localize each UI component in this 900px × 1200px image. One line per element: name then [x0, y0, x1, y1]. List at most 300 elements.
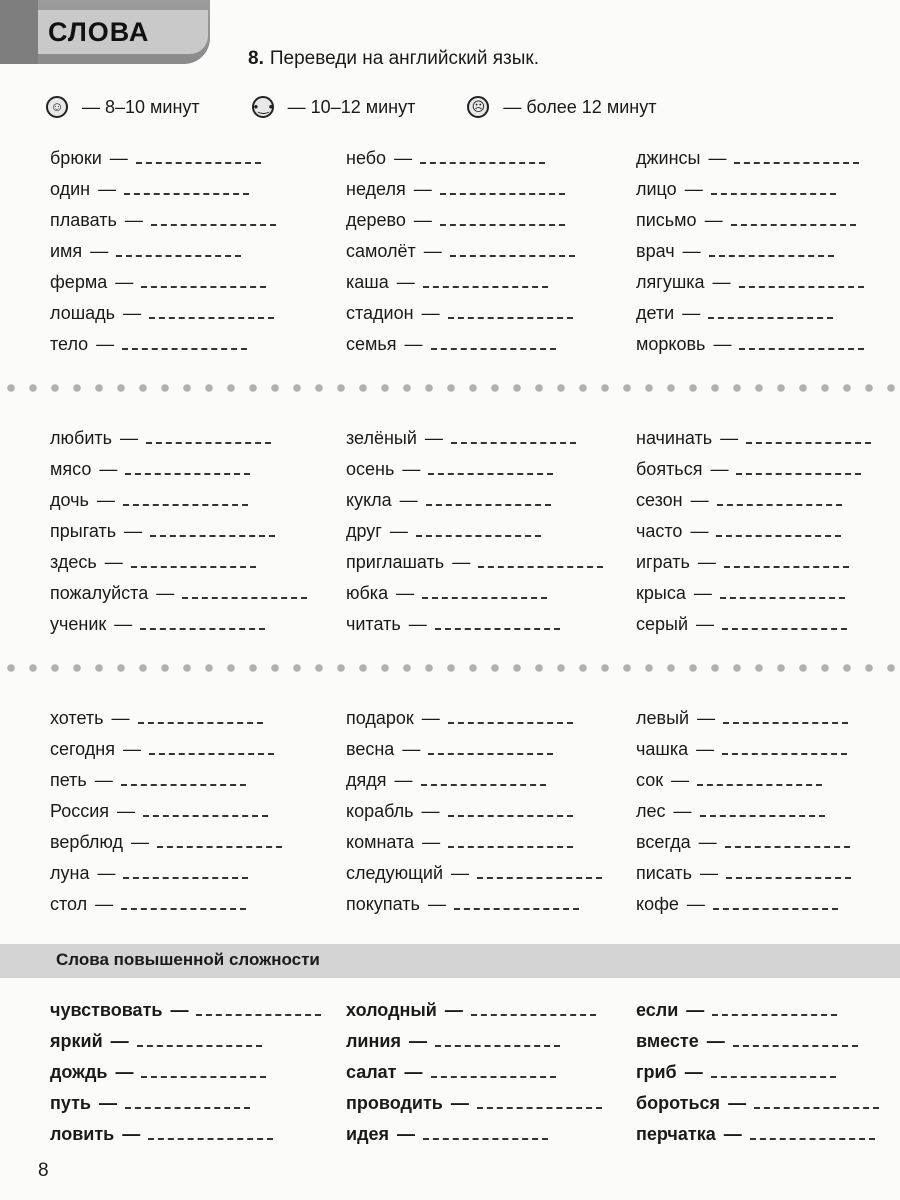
- answer-blank[interactable]: [739, 348, 864, 350]
- answer-blank[interactable]: [141, 286, 266, 288]
- russian-word: семья: [346, 334, 397, 354]
- dash-separator: —: [394, 770, 413, 790]
- word-row: [636, 765, 822, 791]
- timing-fast-text: — 8–10 минут: [82, 96, 200, 117]
- tab-strip: [0, 0, 38, 64]
- russian-word: корабль: [346, 801, 414, 821]
- answer-blank[interactable]: [141, 1076, 266, 1078]
- word-row: [50, 143, 261, 169]
- answer-blank[interactable]: [750, 1138, 875, 1140]
- word-row: [636, 734, 847, 760]
- russian-word: сегодня: [50, 739, 115, 759]
- dash-separator: —: [156, 583, 175, 603]
- dash-separator: —: [450, 1093, 469, 1113]
- word-row: [636, 1119, 875, 1145]
- russian-word: дядя: [346, 770, 387, 790]
- word-row: [50, 329, 247, 355]
- answer-blank[interactable]: [726, 877, 851, 879]
- word-row: [50, 796, 268, 822]
- russian-word: серый: [636, 614, 689, 634]
- answer-blank[interactable]: [150, 535, 275, 537]
- answer-blank[interactable]: [477, 1107, 602, 1109]
- word-row: [346, 1088, 602, 1114]
- word-row: [50, 454, 250, 480]
- russian-word: прыгать: [50, 521, 117, 541]
- answer-blank[interactable]: [713, 908, 838, 910]
- word-row: [636, 174, 836, 200]
- dash-separator: —: [109, 148, 128, 168]
- dash-separator: —: [96, 490, 115, 510]
- answer-blank[interactable]: [431, 348, 556, 350]
- word-row: [346, 765, 546, 791]
- dash-separator: —: [696, 614, 715, 634]
- russian-word: тело: [50, 334, 89, 354]
- russian-word: здесь: [50, 552, 97, 572]
- word-row: [346, 1057, 556, 1083]
- answer-blank[interactable]: [478, 566, 603, 568]
- word-row: [346, 423, 576, 449]
- dash-separator: —: [131, 832, 149, 852]
- dash-separator: —: [422, 832, 441, 852]
- word-row: [636, 423, 871, 449]
- answer-blank[interactable]: [196, 1014, 321, 1016]
- answer-blank[interactable]: [124, 193, 249, 195]
- russian-word: сезон: [636, 490, 683, 510]
- happy-face-icon: ☺: [46, 96, 68, 118]
- russian-word: один: [50, 179, 91, 199]
- answer-blank[interactable]: [709, 255, 834, 257]
- answer-blank[interactable]: [148, 1138, 273, 1140]
- answer-blank[interactable]: [754, 1107, 879, 1109]
- answer-blank[interactable]: [440, 224, 565, 226]
- dash-separator: —: [97, 863, 116, 883]
- answer-blank[interactable]: [138, 722, 263, 724]
- dash-separator: —: [397, 1124, 416, 1144]
- answer-blank[interactable]: [123, 877, 248, 879]
- answer-blank[interactable]: [720, 597, 845, 599]
- word-row: [346, 485, 551, 511]
- answer-blank[interactable]: [722, 628, 847, 630]
- russian-word: всегда: [636, 832, 691, 852]
- answer-blank[interactable]: [428, 753, 553, 755]
- answer-blank[interactable]: [146, 442, 271, 444]
- dash-separator: —: [104, 552, 123, 572]
- answer-blank[interactable]: [435, 628, 560, 630]
- answer-blank[interactable]: [722, 753, 847, 755]
- dash-separator: —: [120, 428, 138, 448]
- russian-word: идея: [346, 1124, 390, 1144]
- word-row: [50, 547, 256, 573]
- answer-blank[interactable]: [116, 255, 241, 257]
- word-row: [636, 236, 834, 262]
- russian-word: следующий: [346, 863, 444, 883]
- russian-word: бороться: [636, 1093, 721, 1113]
- dash-separator: —: [710, 459, 729, 479]
- russian-word: любить: [50, 428, 112, 448]
- timing-slow-text: — более 12 минут: [503, 96, 657, 117]
- russian-word: хотеть: [50, 708, 104, 728]
- word-row: [346, 329, 556, 355]
- russian-word: путь: [50, 1093, 91, 1113]
- dash-separator: —: [713, 334, 732, 354]
- answer-blank[interactable]: [157, 846, 282, 848]
- word-row: [636, 827, 850, 853]
- answer-blank[interactable]: [448, 846, 573, 848]
- word-row: [346, 298, 573, 324]
- dash-separator: —: [90, 241, 109, 261]
- answer-blank[interactable]: [143, 815, 268, 817]
- dash-separator: —: [98, 1093, 117, 1113]
- russian-word: осень: [346, 459, 395, 479]
- answer-blank[interactable]: [421, 784, 546, 786]
- dash-separator: —: [402, 739, 421, 759]
- word-row: [346, 796, 573, 822]
- word-row: [50, 516, 275, 542]
- word-row: [636, 995, 837, 1021]
- answer-blank[interactable]: [151, 224, 276, 226]
- answer-blank[interactable]: [431, 1076, 556, 1078]
- dash-separator: —: [684, 179, 703, 199]
- answer-blank[interactable]: [131, 566, 256, 568]
- answer-blank[interactable]: [428, 473, 553, 475]
- answer-blank[interactable]: [149, 753, 274, 755]
- dash-separator: —: [423, 241, 442, 261]
- word-row: [346, 516, 541, 542]
- dash-separator: —: [424, 428, 443, 448]
- word-row: [346, 267, 548, 293]
- answer-blank[interactable]: [471, 1014, 596, 1016]
- russian-word: дождь: [50, 1062, 108, 1082]
- word-row: [346, 578, 547, 604]
- answer-blank[interactable]: [712, 1014, 837, 1016]
- dash-separator: —: [115, 272, 134, 292]
- russian-word: верблюд: [50, 832, 123, 852]
- answer-blank[interactable]: [725, 846, 850, 848]
- russian-word: проводить: [346, 1093, 443, 1113]
- russian-word: дерево: [346, 210, 406, 230]
- word-row: [50, 995, 321, 1021]
- dash-separator: —: [686, 1000, 705, 1020]
- dash-separator: —: [124, 210, 143, 230]
- dash-separator: —: [396, 272, 415, 292]
- dotted-divider: [0, 382, 900, 394]
- answer-blank[interactable]: [440, 193, 565, 195]
- word-row: [636, 143, 859, 169]
- word-row: [636, 454, 861, 480]
- russian-word: самолёт: [346, 241, 416, 261]
- word-row: [636, 1057, 836, 1083]
- word-row: [636, 267, 864, 293]
- task-instruction: Переведи на английский язык.: [269, 48, 540, 69]
- word-row: [636, 298, 833, 324]
- russian-word: холодный: [346, 1000, 437, 1020]
- word-row: [50, 205, 276, 231]
- russian-word: плавать: [50, 210, 117, 230]
- russian-word: лошадь: [50, 303, 116, 323]
- russian-word: сок: [636, 770, 664, 790]
- russian-word: джинсы: [636, 148, 701, 168]
- dash-separator: —: [98, 179, 117, 199]
- answer-blank[interactable]: [121, 784, 246, 786]
- dash-separator: —: [708, 148, 727, 168]
- timing-medium-text: — 10–12 минут: [287, 96, 416, 117]
- answer-blank[interactable]: [716, 535, 841, 537]
- word-row: [50, 858, 248, 884]
- word-row: [636, 703, 848, 729]
- word-row: [346, 205, 565, 231]
- russian-word: брюки: [50, 148, 102, 168]
- dash-separator: —: [408, 614, 427, 634]
- russian-word: играть: [636, 552, 690, 572]
- word-row: [346, 734, 553, 760]
- dash-separator: —: [427, 894, 446, 914]
- word-row: [50, 827, 282, 853]
- dash-separator: —: [682, 241, 701, 261]
- answer-blank[interactable]: [140, 628, 265, 630]
- answer-blank[interactable]: [149, 317, 274, 319]
- dash-separator: —: [399, 490, 418, 510]
- russian-word: ферма: [50, 272, 108, 292]
- russian-word: чашка: [636, 739, 689, 759]
- word-row: [636, 516, 841, 542]
- dash-separator: —: [452, 552, 471, 572]
- answer-blank[interactable]: [451, 442, 576, 444]
- answer-blank[interactable]: [708, 317, 833, 319]
- russian-word: друг: [346, 521, 382, 541]
- russian-word: кукла: [346, 490, 392, 510]
- russian-word: покупать: [346, 894, 420, 914]
- dash-separator: —: [122, 1124, 141, 1144]
- word-row: [346, 995, 596, 1021]
- task-number: 8.: [248, 48, 264, 69]
- dash-separator: —: [404, 334, 423, 354]
- word-row: [346, 454, 553, 480]
- dash-separator: —: [396, 583, 415, 603]
- answer-blank[interactable]: [697, 784, 822, 786]
- answer-blank[interactable]: [731, 224, 856, 226]
- word-row: [346, 1119, 548, 1145]
- answer-blank[interactable]: [477, 877, 602, 879]
- dash-separator: —: [110, 1031, 129, 1051]
- word-row: [50, 1119, 273, 1145]
- russian-word: крыса: [636, 583, 686, 603]
- dash-separator: —: [706, 1031, 725, 1051]
- dash-separator: —: [704, 210, 723, 230]
- russian-word: Россия: [50, 801, 110, 821]
- answer-blank[interactable]: [454, 908, 579, 910]
- answer-blank[interactable]: [746, 442, 871, 444]
- answer-blank[interactable]: [422, 597, 547, 599]
- russian-word: имя: [50, 241, 83, 261]
- answer-blank[interactable]: [733, 1045, 858, 1047]
- dash-separator: —: [696, 739, 715, 759]
- dash-separator: —: [421, 303, 440, 323]
- dash-separator: —: [99, 459, 118, 479]
- dash-separator: —: [671, 770, 690, 790]
- answer-blank[interactable]: [123, 504, 248, 506]
- dash-separator: —: [673, 801, 692, 821]
- word-row: [346, 547, 603, 573]
- dash-separator: —: [690, 490, 709, 510]
- dash-separator: —: [697, 552, 716, 572]
- answer-blank[interactable]: [435, 1045, 560, 1047]
- dash-separator: —: [123, 303, 142, 323]
- russian-word: начинать: [636, 428, 713, 448]
- russian-word: морковь: [636, 334, 706, 354]
- dash-separator: —: [421, 801, 440, 821]
- answer-blank[interactable]: [711, 193, 836, 195]
- answer-blank[interactable]: [717, 504, 842, 506]
- word-row: [636, 1088, 879, 1114]
- dash-separator: —: [697, 708, 716, 728]
- answer-blank[interactable]: [448, 317, 573, 319]
- answer-blank[interactable]: [736, 473, 861, 475]
- dash-separator: —: [389, 521, 408, 541]
- word-row: [636, 796, 825, 822]
- russian-word: гриб: [636, 1062, 677, 1082]
- word-row: [346, 889, 579, 915]
- russian-word: комната: [346, 832, 415, 852]
- dash-separator: —: [686, 894, 705, 914]
- dash-separator: —: [115, 1062, 134, 1082]
- word-row: [636, 329, 864, 355]
- timing-legend: [46, 93, 846, 121]
- word-row: [50, 765, 246, 791]
- russian-word: линия: [346, 1031, 401, 1051]
- task-title: [248, 48, 539, 70]
- answer-blank[interactable]: [423, 1138, 548, 1140]
- answer-blank[interactable]: [723, 722, 848, 724]
- answer-blank[interactable]: [420, 162, 545, 164]
- word-row: [50, 703, 263, 729]
- answer-blank[interactable]: [448, 815, 573, 817]
- answer-blank[interactable]: [711, 1076, 836, 1078]
- dash-separator: —: [96, 334, 115, 354]
- dash-separator: —: [698, 832, 717, 852]
- dash-separator: —: [413, 179, 432, 199]
- russian-word: юбка: [346, 583, 389, 603]
- dash-separator: —: [684, 1062, 703, 1082]
- dash-separator: —: [720, 428, 739, 448]
- dotted-divider: [0, 662, 900, 674]
- dash-separator: —: [444, 1000, 463, 1020]
- answer-blank[interactable]: [739, 286, 864, 288]
- neutral-face-icon: •‿•: [252, 96, 274, 118]
- dash-separator: —: [94, 770, 113, 790]
- russian-word: яркий: [50, 1031, 103, 1051]
- russian-word: перчатка: [636, 1124, 716, 1144]
- answer-blank[interactable]: [182, 597, 307, 599]
- dash-separator: —: [451, 863, 470, 883]
- timing-slow: [467, 96, 656, 118]
- page-number: 8: [38, 1160, 49, 1181]
- dash-separator: —: [413, 210, 432, 230]
- word-row: [50, 485, 248, 511]
- section-tab: [0, 0, 210, 64]
- word-row: [636, 578, 845, 604]
- russian-word: лицо: [636, 179, 677, 199]
- word-row: [50, 1026, 262, 1052]
- russian-word: каша: [346, 272, 389, 292]
- dash-separator: —: [690, 521, 709, 541]
- russian-word: дети: [636, 303, 675, 323]
- dash-separator: —: [682, 303, 701, 323]
- russian-word: письмо: [636, 210, 697, 230]
- russian-word: пожалуйста: [50, 583, 149, 603]
- answer-blank[interactable]: [125, 473, 250, 475]
- russian-word: читать: [346, 614, 401, 634]
- answer-blank[interactable]: [450, 255, 575, 257]
- dash-separator: —: [111, 708, 130, 728]
- timing-fast: [46, 96, 200, 118]
- word-row: [346, 1026, 560, 1052]
- dash-separator: —: [170, 1000, 189, 1020]
- dash-separator: —: [404, 1062, 423, 1082]
- russian-word: ловить: [50, 1124, 115, 1144]
- russian-word: левый: [636, 708, 690, 728]
- russian-word: зелёный: [346, 428, 417, 448]
- answer-blank[interactable]: [121, 908, 246, 910]
- russian-word: салат: [346, 1062, 397, 1082]
- word-row: [50, 1088, 250, 1114]
- dash-separator: —: [95, 894, 114, 914]
- answer-blank[interactable]: [125, 1107, 250, 1109]
- word-row: [636, 205, 856, 231]
- word-row: [346, 609, 560, 635]
- answer-blank[interactable]: [426, 504, 551, 506]
- answer-blank[interactable]: [137, 1045, 262, 1047]
- russian-word: лягушка: [636, 272, 705, 292]
- answer-blank[interactable]: [416, 535, 541, 537]
- word-row: [636, 889, 838, 915]
- word-row: [50, 298, 274, 324]
- answer-blank[interactable]: [423, 286, 548, 288]
- russian-word: луна: [50, 863, 90, 883]
- answer-blank[interactable]: [734, 162, 859, 164]
- word-row: [636, 858, 851, 884]
- word-row: [636, 547, 849, 573]
- russian-word: вместе: [636, 1031, 699, 1051]
- russian-word: чувствовать: [50, 1000, 163, 1020]
- russian-word: весна: [346, 739, 395, 759]
- russian-word: лес: [636, 801, 666, 821]
- russian-word: врач: [636, 241, 675, 261]
- word-row: [346, 143, 545, 169]
- dash-separator: —: [723, 1124, 742, 1144]
- answer-blank[interactable]: [136, 162, 261, 164]
- dash-separator: —: [700, 863, 719, 883]
- answer-blank[interactable]: [700, 815, 825, 817]
- word-row: [346, 858, 602, 884]
- dash-separator: —: [693, 583, 712, 603]
- russian-word: петь: [50, 770, 87, 790]
- dash-separator: —: [117, 801, 136, 821]
- word-row: [50, 174, 249, 200]
- russian-word: писать: [636, 863, 693, 883]
- answer-blank[interactable]: [448, 722, 573, 724]
- answer-blank[interactable]: [724, 566, 849, 568]
- russian-word: приглашать: [346, 552, 445, 572]
- dash-separator: —: [421, 708, 440, 728]
- word-row: [346, 827, 573, 853]
- answer-blank[interactable]: [122, 348, 247, 350]
- dash-separator: —: [394, 148, 413, 168]
- word-row: [50, 578, 307, 604]
- russian-word: мясо: [50, 459, 92, 479]
- dash-separator: —: [124, 521, 143, 541]
- word-row: [636, 485, 842, 511]
- word-row: [50, 267, 266, 293]
